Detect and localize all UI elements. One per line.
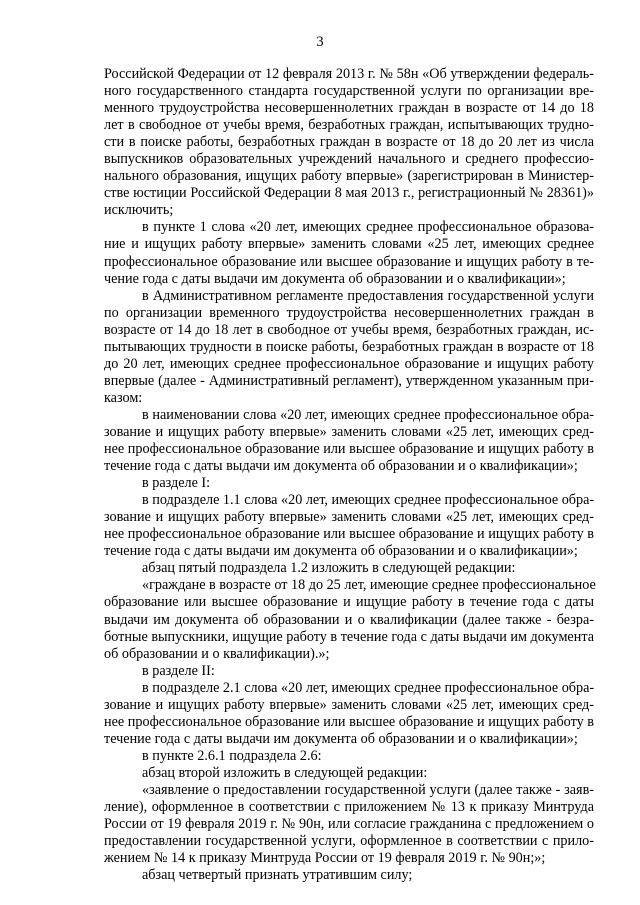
text-line: Российской Федерации от 12 февраля 2013 г. № 58н «Об утверждении федераль- <box>104 66 594 82</box>
text-line: течение года с даты выдачи им документа об образовании и о квалификации»; <box>104 730 578 747</box>
text-line: зование и ищущих работу впервые» заменить словами «25 лет, имеющих сред- <box>104 696 594 713</box>
text-line: стве юстиции Российской Федерации 8 мая 2013 г., регистрационный № 28361)» <box>104 185 594 202</box>
text-line: сти в поиске работы, безработных граждан в возрасте от 18 до 20 лет из числа <box>104 134 594 151</box>
text-line: в подразделе 1.1 слова «20 лет, имеющих среднее профессиональное обра- <box>142 492 595 509</box>
text-line: абзац второй изложить в следующей редакции: <box>142 764 428 781</box>
text-line: течение года с даты выдачи им документа об образовании и о квалификации»; <box>104 458 578 475</box>
text-line: впервые (далее - Административный регламент), утвержденном указанным при- <box>104 372 594 389</box>
text-line: до 20 лет, имеющих среднее профессиональное образование и ищущих работу <box>104 355 594 372</box>
text-line: образование или высшее образование и ищущие работу в течение года с даты <box>104 594 594 611</box>
text-line: предоставлении государственной услуги, оформленное в соответствии с прило- <box>104 833 594 850</box>
text-line: казом: <box>104 389 143 406</box>
text-line: нее профессиональное образование или высшее образование и ищущих работу в <box>104 713 594 730</box>
text-line: ного государственного стандарта государственной услуги по организации вре- <box>104 83 594 100</box>
text-line: исключить; <box>104 202 174 219</box>
text-line: нального образования, ищущих работу впервые» (зарегистрирован в Министер- <box>104 168 594 185</box>
text-line: зование и ищущих работу впервые» заменить словами «25 лет, имеющих сред- <box>104 423 594 440</box>
text-line: в разделе I: <box>142 475 211 492</box>
text-line: в Административном регламенте предоставления государственной услуги <box>142 287 594 304</box>
text-line: в наименовании слова «20 лет, имеющих среднее профессиональное обра- <box>142 406 594 423</box>
text-line: в пункте 1 слова «20 лет, имеющих среднее профессиональное образова- <box>142 219 594 236</box>
text-line: «заявление о предоставлении государственной услуги (далее также - заяв- <box>142 781 594 798</box>
text-line: в пункте 2.6.1 подраздела 2.6: <box>142 747 322 764</box>
text-line: абзац четвертый признать утратившим силу; <box>142 867 413 884</box>
text-line: жением № 14 к приказу Минтруда России от 19 февраля 2019 г. № 90н;»; <box>104 850 546 867</box>
text-line: ние и ищущих работу впервые» заменить словами «25 лет, имеющих среднее <box>104 236 594 253</box>
text-line: выпускников образовательных учреждений начального и среднего профессио- <box>104 151 594 168</box>
text-line: по организации временного трудоустройства несовершеннолетних граждан в <box>104 304 594 321</box>
text-line: чение года с даты выдачи им документа об образовании и о квалификации»; <box>104 270 566 287</box>
text-line: в подразделе 2.1 слова «20 лет, имеющих среднее профессиональное обра- <box>142 679 595 696</box>
text-line: зование и ищущих работу впервые» заменить словами «25 лет, имеющих сред- <box>104 509 594 526</box>
text-line: возрасте от 14 до 18 лет в свободное от учебы время, безработных граждан, ис- <box>104 321 594 338</box>
page-number: 3 <box>316 34 324 50</box>
text-line: нее профессиональное образование или высшее образование и ищущих работу в <box>104 441 594 458</box>
text-line: ление), оформленное в соответствии с приложением № 13 к приказу Минтруда <box>104 799 594 816</box>
text-line: лет в свободное от учебы время, безработных граждан, испытывающих трудно- <box>104 117 594 134</box>
text-line: России от 19 февраля 2019 г. № 90н, или согласие гражданина с предложением о <box>104 816 594 833</box>
text-line: «граждане в возрасте от 18 до 25 лет, имеющие среднее профессиональное <box>142 577 596 594</box>
text-line: выдачи им документа об образовании и о квалификации (далее также - безра- <box>104 611 594 628</box>
text-line: нее профессиональное образование или высшее образование и ищущих работу в <box>104 526 594 543</box>
text-line: пытывающих трудности в поиске работы, безработных граждан в возрасте от 18 <box>104 338 594 355</box>
document-body <box>104 66 594 884</box>
text-line: об образовании и о квалификации).»; <box>104 645 330 662</box>
text-line: течение года с даты выдачи им документа об образовании и о квалификации»; <box>104 543 578 560</box>
text-line: профессиональное образование или высшее образование и ищущих работу в те- <box>104 253 594 270</box>
text-line: абзац пятый подраздела 1.2 изложить в следующей редакции: <box>142 560 516 577</box>
text-line: в разделе II: <box>142 662 215 679</box>
text-line: ботные выпускники, ищущие работу в течение года с даты выдачи им документа <box>104 628 594 645</box>
text-line: менного трудоустройства несовершеннолетних граждан в возрасте от 14 до 18 <box>104 100 594 117</box>
